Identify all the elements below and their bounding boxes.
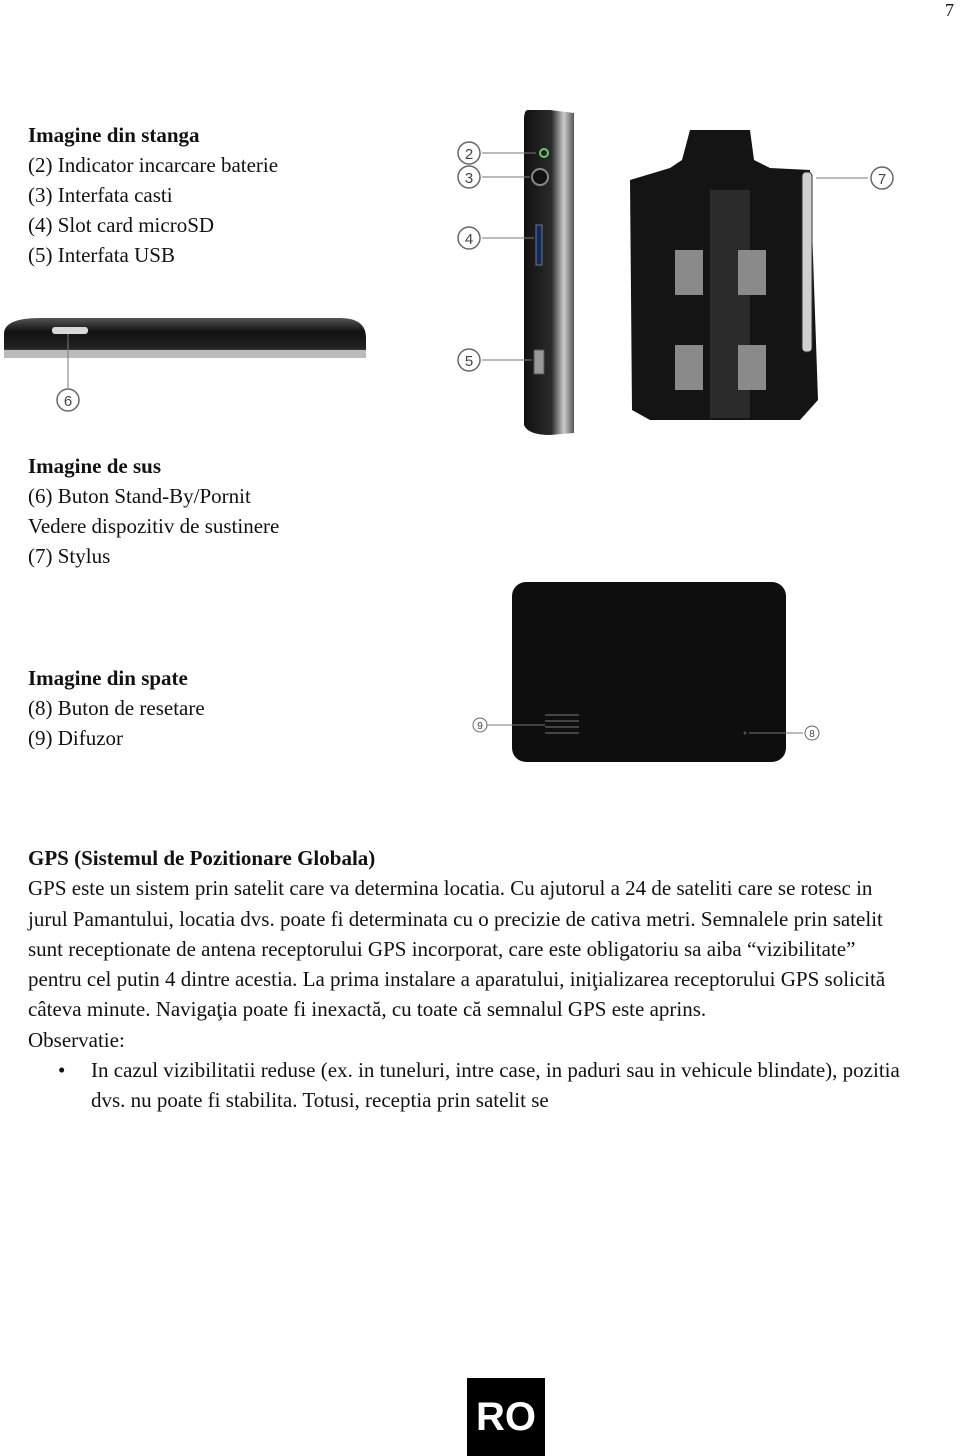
callout-3 xyxy=(458,166,480,188)
device-body-back xyxy=(512,582,786,762)
language-badge: RO xyxy=(467,1378,545,1456)
gps-note-label: Observatie: xyxy=(28,1027,125,1052)
back-view-caption xyxy=(28,663,205,753)
back-view-title: Imagine din spate xyxy=(28,666,188,690)
device-side-view-figure xyxy=(450,105,590,440)
left-view-item: (5) Interfata USB xyxy=(28,243,175,267)
top-view-item: (6) Buton Stand-By/Pornit xyxy=(28,484,251,508)
back-view-item: (9) Difuzor xyxy=(28,726,124,750)
holder-slot xyxy=(675,345,703,390)
device-body-side xyxy=(524,110,574,435)
usb-port-shape xyxy=(534,350,544,374)
callout-8 xyxy=(805,726,819,740)
top-view-title: Imagine de sus xyxy=(28,454,162,478)
callout-label: 9 xyxy=(477,721,483,732)
holder-slot xyxy=(738,250,766,295)
gps-bullet-list xyxy=(28,1055,908,1116)
gps-title-rest: Globala) xyxy=(291,846,376,870)
holder-slot xyxy=(738,345,766,390)
left-view-caption xyxy=(28,120,278,270)
holder-figure xyxy=(620,120,910,430)
device-back-view-figure xyxy=(465,575,835,770)
holder-slot xyxy=(675,250,703,295)
callout-label: 2 xyxy=(464,146,474,163)
list-item xyxy=(28,1055,908,1116)
top-view-item: (7) Stylus xyxy=(28,544,111,568)
bullet-text: In cazul vizibilitatii reduse (ex. in tuneluri, intre case, in paduri sau in vehicule blindate), pozitia dvs. nu poate fi stabilita. Totusi, receptia prin satelit se xyxy=(91,1058,900,1113)
callout-9 xyxy=(473,718,487,732)
gps-section xyxy=(28,843,908,1116)
callout-label: 5 xyxy=(464,353,474,370)
device-bezel-edge xyxy=(4,350,366,358)
callout-label: 4 xyxy=(464,231,474,248)
top-view-caption xyxy=(28,451,279,571)
left-view-item: (2) Indicator incarcare baterie xyxy=(28,153,279,177)
callout-2 xyxy=(458,142,480,164)
callout-6 xyxy=(57,389,79,411)
left-view-item: (3) Interfata casti xyxy=(28,183,173,207)
callout-5 xyxy=(458,349,480,371)
device-top-view-figure xyxy=(0,310,380,420)
stylus-shape xyxy=(802,172,812,352)
standby-button-shape xyxy=(52,327,88,334)
left-view-item: (4) Slot card microSD xyxy=(28,213,215,237)
gps-paragraph: GPS este un sistem prin satelit care va determina locatia. Cu ajutorul a 24 de sateliti care se rotesc in jurul Pamantului, locatia dvs. poate fi determinata cu o precizie de cativa metri. Semnalele prin satelit sunt receptionate de antena receptorului GPS incorporat, care este obligatoriu sa aiba “vizibilitate” pentru cel putin 4 dintre acestia. La prima instalare a aparatului, iniţializarea receptorului GPS solicită câteva minute. Navigaţia poate fi inexactă, cu toate că semnalul GPS este aprins. xyxy=(28,876,886,1022)
headphone-jack-shape xyxy=(532,169,548,185)
page-number: 7 xyxy=(945,0,954,20)
callout-label: 3 xyxy=(464,170,474,187)
left-view-title: Imagine din stanga xyxy=(28,123,200,147)
top-view-item: Vedere dispozitiv de sustinere xyxy=(28,514,280,538)
gps-title xyxy=(28,843,908,873)
callout-label: 8 xyxy=(809,729,815,740)
gps-title-bold: GPS (Sistemul de Pozitionare xyxy=(28,846,292,870)
callout-7 xyxy=(871,167,893,189)
callout-4 xyxy=(458,227,480,249)
microsd-slot-shape xyxy=(536,225,542,265)
callout-label: 6 xyxy=(63,393,73,410)
bullet-dot-icon: • xyxy=(58,1058,66,1083)
back-view-item: (8) Buton de resetare xyxy=(28,696,205,720)
reset-hole-shape xyxy=(744,732,747,735)
callout-label: 7 xyxy=(877,171,887,188)
